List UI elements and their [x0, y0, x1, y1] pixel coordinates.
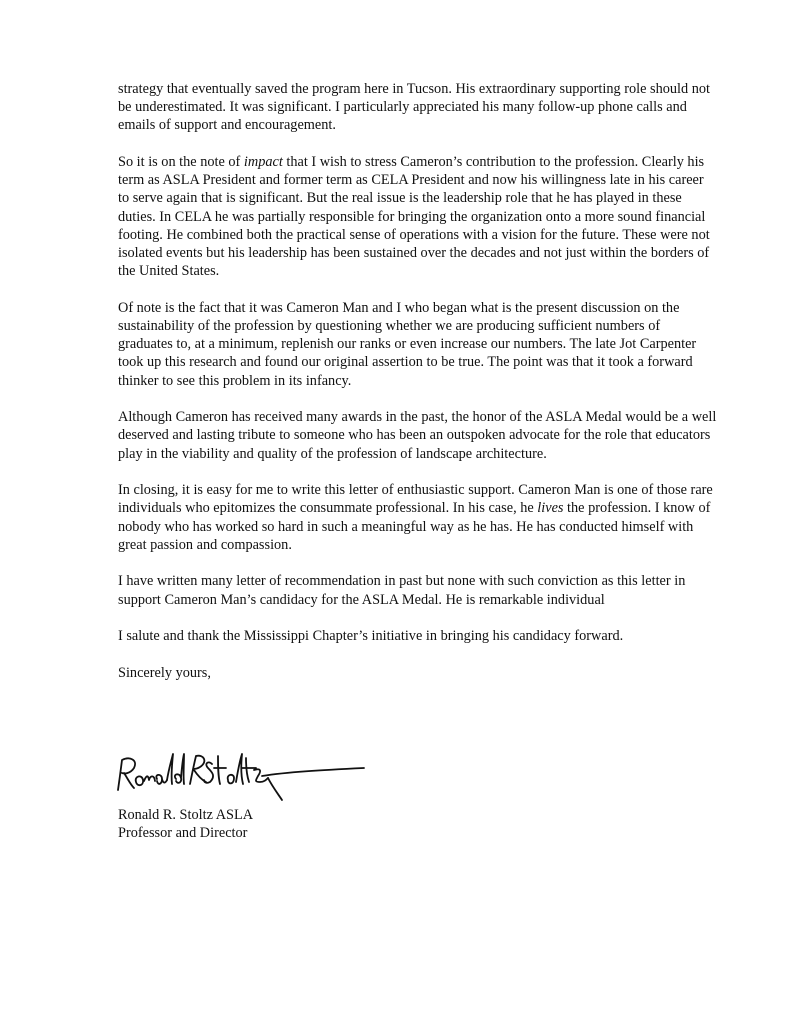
- paragraph-4-text: Although Cameron has received many awards in the past, the honor of the ASLA Medal would be a well deserved and lasting tribute to someone who has been an outspoken advocate for the role that educators play in the viability and quality of the profession of landscape architecture.: [118, 409, 717, 462]
- paragraph-7-text: I salute and thank the Mississippi Chapter’s initiative in bringing his candidacy forward.: [118, 628, 624, 645]
- paragraph-1-text: strategy that eventually saved the program here in Tucson. His extraordinary supporting role should not be underestimated. It was significant. I particularly appreciated his many follow-up phone calls and emails of support and encouragement.: [118, 81, 711, 134]
- paragraph-3: [118, 299, 718, 390]
- paragraph-1: [118, 80, 718, 135]
- paragraph-2-text-start: So it is on the note of: [118, 154, 244, 170]
- paragraph-3-text: Of note is the fact that it was Cameron Man and I who began what is the present discussion on the sustainability of the profession by questioning whether we are producing sufficient numbers of graduates to, at a minimum, replenish our ranks or even increase our numbers. The late Jot Carpenter took up this research and found our original assertion to be true. The point was that it took a forward thinker to see this problem in its infancy.: [118, 299, 697, 389]
- paragraph-5-text-end: the profession. I know of nobody who has worked so hard in such a meaningful way as he has. He has conducted himself with great passion and compassion.: [118, 500, 711, 553]
- paragraph-2-text-end: that I wish to stress Cameron’s contribution to the profession. Clearly his term as ASLA President and former term as CELA President and now his willingness late in his career to serve again that is significant. But the real issue is the leadership role that he has played in these duties. In CELA he was partially responsible for bringing the organization onto a more sound financial footing. He combined both the practical sense of operations with a vision for the future. These were not isolated events but his leadership has been sustained over the decades and not just within the borders of the United States.: [118, 154, 710, 280]
- closing-salutation: Sincerely yours,: [118, 664, 211, 681]
- signer-name: Ronald R. Stoltz ASLA: [118, 807, 254, 823]
- paragraph-4: [118, 408, 718, 463]
- signature-block: [118, 806, 253, 842]
- paragraph-6: [118, 572, 718, 608]
- signer-title: Professor and Director: [118, 825, 248, 842]
- paragraph-5: [118, 481, 718, 554]
- paragraph-2: [118, 153, 718, 280]
- paragraph-6-text: I have written many letter of recommendation in past but none with such conviction as this letter in support Cameron Man’s candidacy for the ASLA Medal. He is remarkable individual: [118, 573, 686, 608]
- paragraph-2-emphasis: impact: [243, 154, 283, 170]
- paragraph-7: [118, 627, 718, 645]
- letter-body: [118, 80, 718, 682]
- paragraph-5-text-start: In closing, it is easy for me to write this letter of enthusiastic support. Cameron Man is one of those rare individuals who epitomizes the consummate professional. In his case, he: [118, 482, 713, 517]
- paragraph-5-emphasis: lives: [537, 500, 564, 517]
